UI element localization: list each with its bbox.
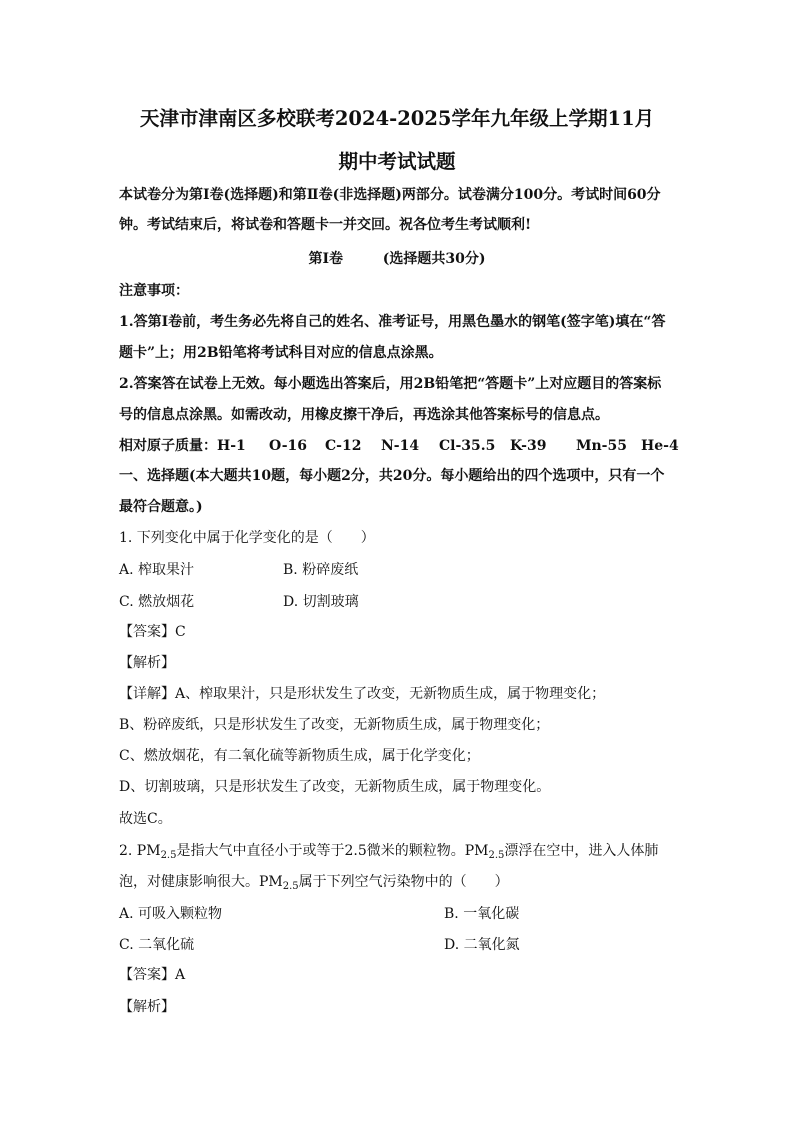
atomic-mass-item: O-16	[269, 438, 308, 454]
atomic-mass-item: N-14	[381, 438, 420, 454]
q1-option-b: B. 粉碎废纸	[283, 562, 359, 578]
intro-line-2: 钟。考试结束后，将试卷和答题卡一并交回。祝各位考生考试顺利!	[119, 217, 532, 233]
atomic-mass-item: K-39	[510, 438, 547, 454]
q1-stem: 1. 下列变化中属于化学变化的是（ ）	[119, 530, 375, 546]
q2-stem-line-1: 2. $PM_{2.5}$是指大气中直径小于或等于2.5微米的颗粒物。$PM_{2.5}$漂浮在空中，进入人体肺	[119, 843, 659, 861]
q2-option-c: C. 二氧化硫	[119, 937, 195, 953]
q1-option-d: D. 切割玻璃	[283, 594, 359, 610]
section-desc: (选择题共30分)	[382, 251, 486, 267]
q1-detail-line: B、粉碎废纸，只是形状发生了改变，无新物质生成，属于物理变化；	[119, 717, 550, 733]
q2-option-a: A. 可吸入颗粒物	[119, 906, 223, 922]
title-line-2: 期中考试试题	[338, 150, 456, 173]
part-1-line-2: 最符合题意。)	[119, 499, 203, 515]
atomic-mass-item: C-12	[325, 438, 362, 454]
atomic-mass-item: He-4	[641, 438, 679, 454]
q1-analysis-label: 【解析】	[119, 655, 175, 671]
q1-option-c: C. 燃放烟花	[119, 594, 195, 610]
part-1-line-1: 一、选择题(本大题共10题，每小题2分，共20分。每小题给出的四个选项中，只有一个	[119, 468, 665, 484]
notice-2-line-1: 2.答案答在试卷上无效。每小题选出答案后，用2B铅笔把“答题卡”上对应题目的答案标	[119, 376, 662, 392]
section-header	[0, 248, 794, 268]
atomic-mass-item: Cl-35.5	[439, 438, 496, 454]
q1-detail-line: 故选C。	[119, 811, 172, 827]
atomic-mass-label: 相对原子质量：	[119, 438, 217, 454]
q2-stem-line-2: 泡，对健康影响很大。$PM_{2.5}$属于下列空气污染物中的（ ）	[119, 874, 509, 892]
section-part: 第Ⅰ卷	[308, 251, 344, 267]
q2-analysis-label: 【解析】	[119, 999, 175, 1015]
q1-answer: 【答案】C	[119, 624, 186, 640]
notice-title: 注意事项：	[119, 283, 189, 299]
q2-option-d: D. 二氧化氮	[444, 937, 520, 953]
notice-2-line-2: 号的信息点涂黑。如需改动，用橡皮擦干净后，再选涂其他答案标号的信息点。	[119, 407, 609, 423]
notice-1-line-1: 1.答第Ⅰ卷前，考生务必先将自己的姓名、准考证号，用黑色墨水的钢笔(签字笔)填在“答	[119, 314, 666, 330]
intro-line-1: 本试卷分为第Ⅰ卷(选择题)和第Ⅱ卷(非选择题)两部分。试卷满分100分。考试时间60分	[119, 187, 661, 203]
q2-answer: 【答案】A	[119, 967, 186, 983]
notice-1-line-2: 题卡”上；用2B铅笔将考试科目对应的信息点涂黑。	[119, 345, 443, 361]
atomic-mass-item: Mn-55	[576, 438, 627, 454]
q1-detail-line: 【详解】A、榨取果汁，只是形状发生了改变，无新物质生成，属于物理变化；	[119, 686, 606, 702]
q1-option-a: A. 榨取果汁	[119, 562, 195, 578]
atomic-mass-item: H-1	[217, 438, 246, 454]
q2-option-b: B. 一氧化碳	[444, 906, 520, 922]
title-line-1: 天津市津南区多校联考2024-2025学年九年级上学期11月	[139, 107, 655, 130]
q1-detail-line: C、燃放烟花，有二氧化硫等新物质生成，属于化学变化；	[119, 748, 480, 764]
q1-detail-line: D、切割玻璃，只是形状发生了改变，无新物质生成，属于物理变化。	[119, 779, 551, 795]
